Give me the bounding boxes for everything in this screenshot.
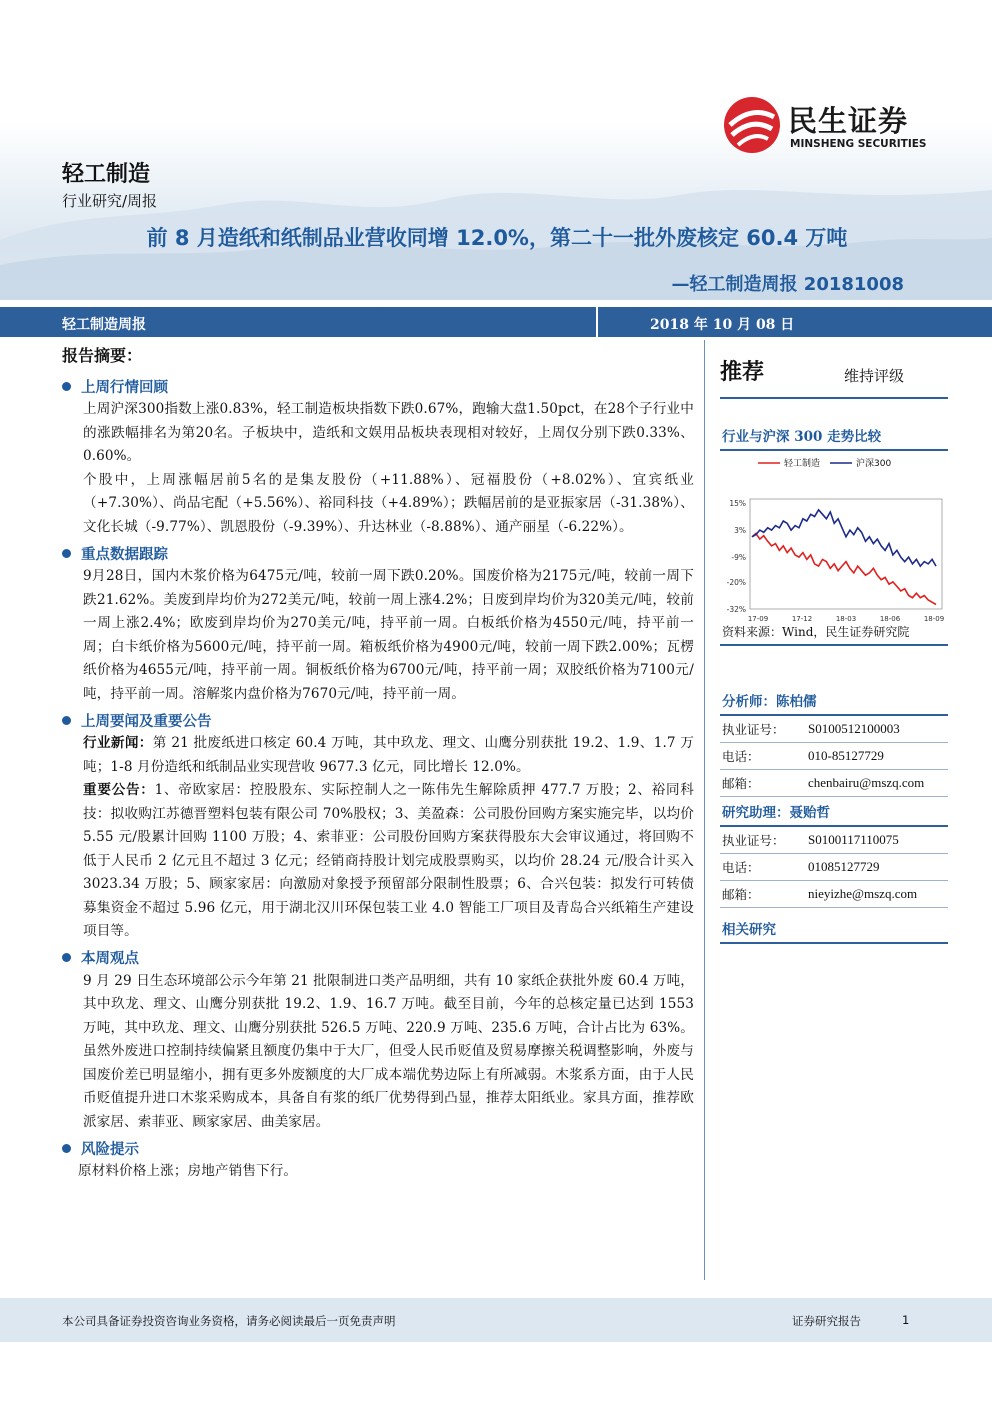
chart-source: 资料来源：Wind，民生证券研究院 [720,621,948,646]
news-label: 行业新闻： [83,735,153,751]
sector-title: 轻工制造 [62,162,151,187]
x-tick-label: 18-09 [923,615,945,621]
assistant-phone: 电话： 01085127729 [720,854,948,881]
bullet-icon [62,953,71,962]
spacer [720,646,948,686]
bar-separator [596,307,598,337]
bar-report-name: 轻工制造周报 [62,317,146,333]
announcement-text: 1、帝欧家居：控股股东、实际控制人之一陈伟先生解除质押 477.7 万股；2、裕同科技：拟收购江苏德晋塑料包装有限公司 70%股权；3、美盈森：公司股份回购方案实施完毕，以均价 5.55 元/股累计回购 1100 万股；4、索菲亚：公司股份回购方案获得股东大会审议通过，将回购不低于人民币 2 亿元且不超过 3 亿元；经销商持股计划完成股票购买，以均价 28.24 元/股合计买入 3023.34 万股；5、顾家家居：向激励对象授予预留部分限制性股票；6、合兴包装：拟发行可转债募集资金不超过 5.96 亿元，用于湖北汉川环保包装工业 4.0 智能工厂项目及青岛合兴纸箱生产建设项目等。 [83,782,694,939]
rating-label: 推荐 [720,360,765,385]
section-heading: 上周要闻及重要公告 [62,708,694,732]
y-tick-label: -9% [731,553,746,563]
report-category: 行业研究/周报 [62,192,158,210]
logo-mark-icon [722,95,782,155]
x-tick-label: 18-03 [835,615,857,621]
logo-name-en: MINSHENG SECURITIES [790,138,927,150]
rating-status: 维持评级 [844,367,905,385]
report-date: 2018 年 10 月 08 日 [650,317,795,333]
column-divider [704,340,705,1280]
paragraph: 9月28日，国内木浆价格为6475元/吨，较前一周下跌0.20%。国废价格为2175元/吨，较前一周下跌21.62%。美废到岸均价为272美元/吨，较前一周上涨4.2%；日废到岸均价为320美元/吨，较前一周上涨2.4%；欧废到岸均价为270美元/吨，持平前一周。白板纸价格为4550元/吨，持平前一周；白卡纸价格为5600元/吨，持平前一周。箱板纸价格为4900元/吨，较前一周下跌2.00%；瓦楞纸价格为4655元/吨，持平前一周。铜板纸价格为6700元/吨，持平前一周；双胶纸价格为7100元/吨，持平前一周。溶解浆内盘价格为7670元/吨，持平前一周。 [83,568,694,702]
sidebar [720,345,948,944]
section-heading: 上周行情回顾 [62,374,694,398]
minsheng-logo [722,95,962,155]
paragraph: 9 月 29 日生态环境部公示今年第 21 批限制进口类产品明细，共有 10 家纸企获批外废 60.4 万吨，其中玖龙、理文、山鹰分别获批 19.2、1.9、16.7 万吨。截至目前，今年的总核定量已达到 1553 万吨，其中玖龙、理文、山鹰分别获批 526.5 万吨、220.9 万吨、235.6 万吨，合计占比为 63%。虽然外废进口控制持续偏紧且额度仍集中于大厂，但受人民币贬值及贸易摩擦关税调整影响，外废与国废价差已明显缩小，拥有更多外废额度的大厂成本端优势边际上有所减弱。木浆系方面，由于人民币贬值提升进口木浆采购成本，具备自有浆的纸厂优势得到凸显，推荐太阳纸业。家具方面，推荐欧派家居、索菲亚、顾家家居、曲美家居。 [83,972,694,1130]
analyst-license: 执业证号： S0100512100003 [720,716,948,743]
analyst-email: 邮箱： chenbairu@mszq.com [720,770,948,797]
assistant-license: 执业证号： S0100117110075 [720,827,948,854]
x-tick-label: 18-06 [879,615,901,621]
x-tick-label: 17-12 [791,615,813,621]
page-number: 1 [902,1313,910,1327]
related-research-title: 相关研究 [720,914,948,944]
paragraph: 上周沪深300指数上涨0.83%，轻工制造板块指数下跌0.67%，跑输大盘1.50pct，在28个子行业中的涨跌幅排名为第20名。子板块中，造纸和文娱用品板块表现相对较好，上周仅分别下跌0.33%、0.60%。 [83,401,694,464]
announcement-label: 重要公告： [83,782,155,798]
section-heading: 本周观点 [62,946,694,970]
chart-title: 行业与沪深 300 走势比较 [720,421,948,451]
paragraph [83,779,694,944]
analyst-title: 分析师：陈柏儒 [720,686,948,716]
bullet-icon [62,549,71,558]
footer-label: 证券研究报告 [792,1314,861,1328]
section-heading: 风险提示 [62,1136,694,1160]
rating-box [720,345,948,399]
plot-frame [750,499,942,609]
footer-disclaimer: 本公司具备证券投资咨询业务资格，请务必阅读最后一页免责声明 [62,1314,396,1328]
summary-title: 报告摘要： [62,346,143,365]
report-info-bar [0,307,992,337]
news-text: 第 21 批废纸进口核定 60.4 万吨，其中玖龙、理文、山鹰分别获批 19.2、1.9、1.7 万吨；1-8 月份造纸和纸制品业实现营收 9677.3 亿元，同比增长 12.0%。 [83,735,695,775]
trend-chart [720,451,948,621]
paragraph: 原材料价格上涨；房地产销售下行。 [78,1163,298,1179]
series-line [752,533,936,604]
paragraph: 个股中，上周涨幅居前5名的是集友股份（+11.88%）、冠福股份（+8.02%）、宜宾纸业（+7.30%）、尚品宅配（+5.56%）、裕同科技（+4.89%）；跌幅居前的是亚振家居（-31.38%）、文化长城（-9.77%）、凯恩股份（-9.39%）、升达林业（-8.88%）、通产丽星（-6.22%）。 [83,471,694,535]
bullet-icon [62,1144,71,1153]
analyst-phone: 电话： 010-85127729 [720,743,948,770]
page-footer [0,1298,992,1342]
y-tick-label: 3% [734,526,746,536]
trend-chart-svg [720,451,948,621]
bullet-icon [62,716,71,725]
y-tick-label: -20% [726,577,746,587]
y-tick-label: 15% [729,499,746,508]
report-title: 前 8 月造纸和纸制品业营收同增 12.0%，第二十一批外废核定 60.4 万吨 [146,226,848,250]
assistant-title: 研究助理：聂贻哲 [720,797,948,827]
spacer [720,399,948,421]
logo-name-cn: 民生证券 [788,104,909,138]
section-heading: 重点数据跟踪 [62,541,694,565]
paragraph [83,732,694,779]
series-line [752,510,936,566]
bullet-icon [62,382,71,391]
report-subtitle: —轻工制造周报 20181008 [671,274,904,295]
legend-label: 轻工制造 [784,459,821,469]
x-tick-label: 17-09 [747,615,769,621]
header-banner [0,0,992,306]
assistant-email: 邮箱： nieyizhe@mszq.com [720,881,948,908]
legend-label: 沪深300 [856,459,892,469]
y-tick-label: -32% [726,605,746,614]
summary-content [62,372,694,1184]
